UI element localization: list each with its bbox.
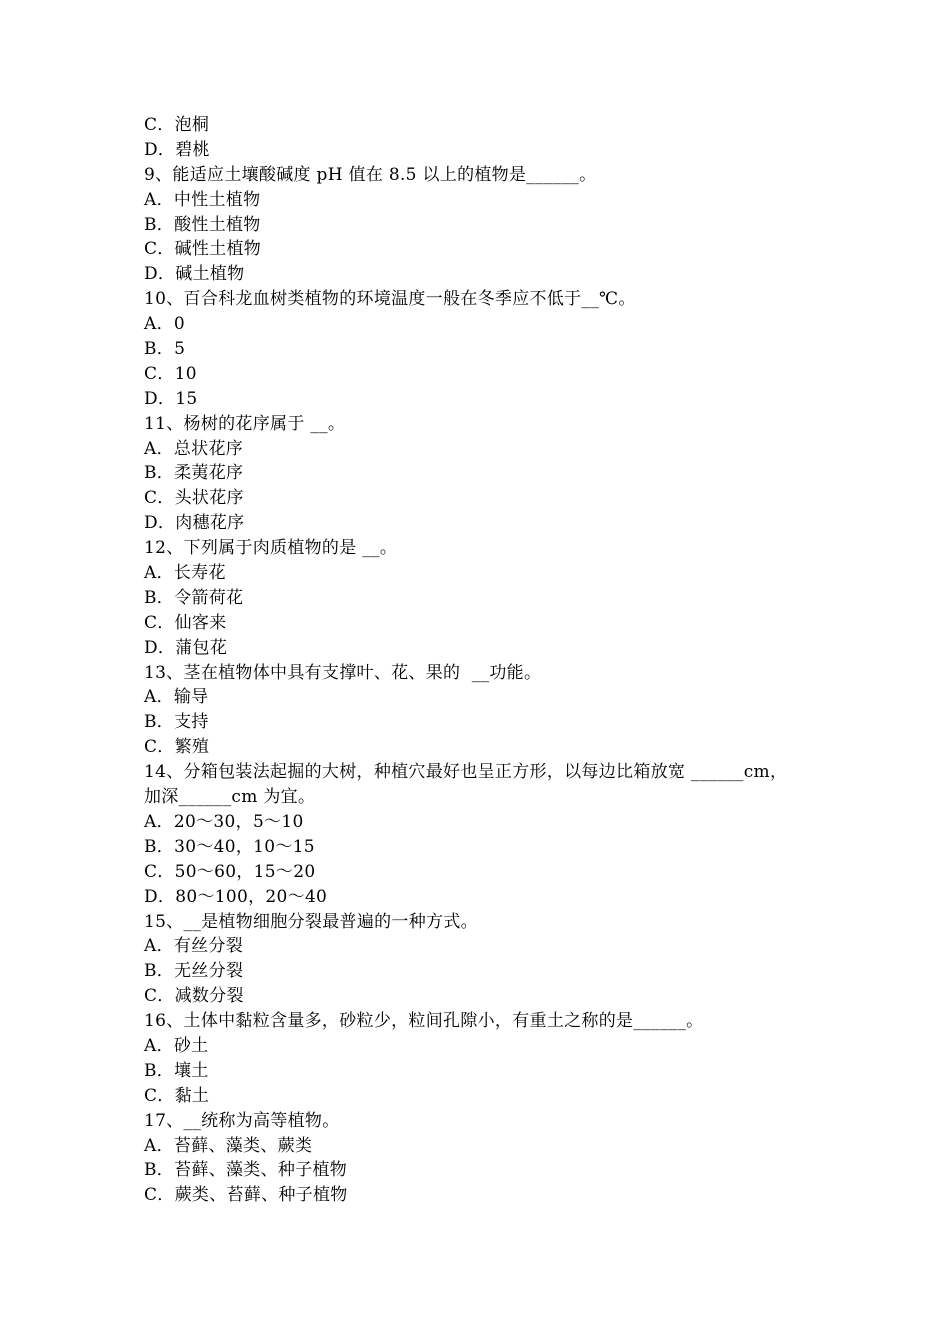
answer-option: C．繁殖 [144, 737, 210, 758]
answer-option: A．砂土 [144, 1035, 209, 1056]
answer-option: C．泡桐 [144, 115, 210, 135]
answer-option: B．苔藓、藻类、种子植物 [144, 1160, 348, 1181]
answer-option: C．仙客来 [144, 612, 227, 633]
question-text: 14、分箱包装法起掘的大树，种植穴最好也呈正方形，以每边比箱放宽 ______cm， [144, 762, 788, 783]
question-text: 12、下列属于肉质植物的是 __。 [144, 538, 398, 559]
answer-option: D．肉穗花序 [144, 513, 245, 534]
answer-option: B．柔荑花序 [144, 463, 244, 484]
question-text: 加深______cm 为宜。 [144, 787, 316, 808]
question-text: 9、能适应土壤酸碱度 pH 值在 8.5 以上的植物是______。 [144, 164, 597, 185]
answer-option: B．酸性土植物 [144, 214, 261, 235]
answer-option: D．碱土植物 [144, 264, 245, 285]
answer-option: D．15 [144, 388, 198, 409]
question-text: 10、百合科龙血树类植物的环境温度一般在冬季应不低于__℃。 [144, 289, 636, 310]
answer-option: A．中性土植物 [144, 189, 261, 210]
answer-option: B．令箭荷花 [144, 587, 244, 608]
answer-option: A．总状花序 [144, 438, 244, 459]
answer-option: C．蕨类、苔藓、种子植物 [144, 1185, 348, 1206]
answer-option: C．碱性土植物 [144, 239, 262, 260]
answer-option: A．20～30，5～10 [144, 811, 304, 832]
answer-option: B．30～40，10～15 [144, 836, 315, 857]
question-text: 17、__统称为高等植物。 [144, 1110, 340, 1131]
answer-option: B．无丝分裂 [144, 961, 244, 982]
answer-option: C．50～60，15～20 [144, 861, 316, 882]
answer-option: D．80～100，20～40 [144, 886, 328, 907]
answer-option: D．蒲包花 [144, 637, 228, 658]
document-page [144, 113, 824, 1208]
answer-option: B．支持 [144, 712, 209, 733]
question-text: 13、茎在植物体中具有支撑叶、花、果的 __功能。 [144, 662, 542, 683]
answer-option: A．输导 [144, 687, 209, 708]
answer-option: C．黏土 [144, 1085, 210, 1106]
question-text: 11、杨树的花序属于 __。 [144, 413, 346, 434]
answer-option: A．有丝分裂 [144, 936, 244, 957]
question-text: 15、__是植物细胞分裂最普遍的一种方式。 [144, 911, 478, 932]
answer-option: D．碧桃 [144, 139, 210, 160]
answer-option: C．头状花序 [144, 488, 244, 509]
answer-option: A．苔藓、藻类、蕨类 [144, 1135, 313, 1156]
answer-option: B．5 [144, 339, 186, 360]
answer-option: A．0 [144, 314, 185, 335]
answer-option: B．壤土 [144, 1060, 209, 1081]
answer-option: C．减数分裂 [144, 986, 244, 1007]
answer-option: A．长寿花 [144, 563, 226, 584]
question-text: 16、土体中黏粒含量多，砂粒少，粒间孔隙小，有重土之称的是______。 [144, 1011, 704, 1032]
answer-option: C．10 [144, 363, 197, 384]
